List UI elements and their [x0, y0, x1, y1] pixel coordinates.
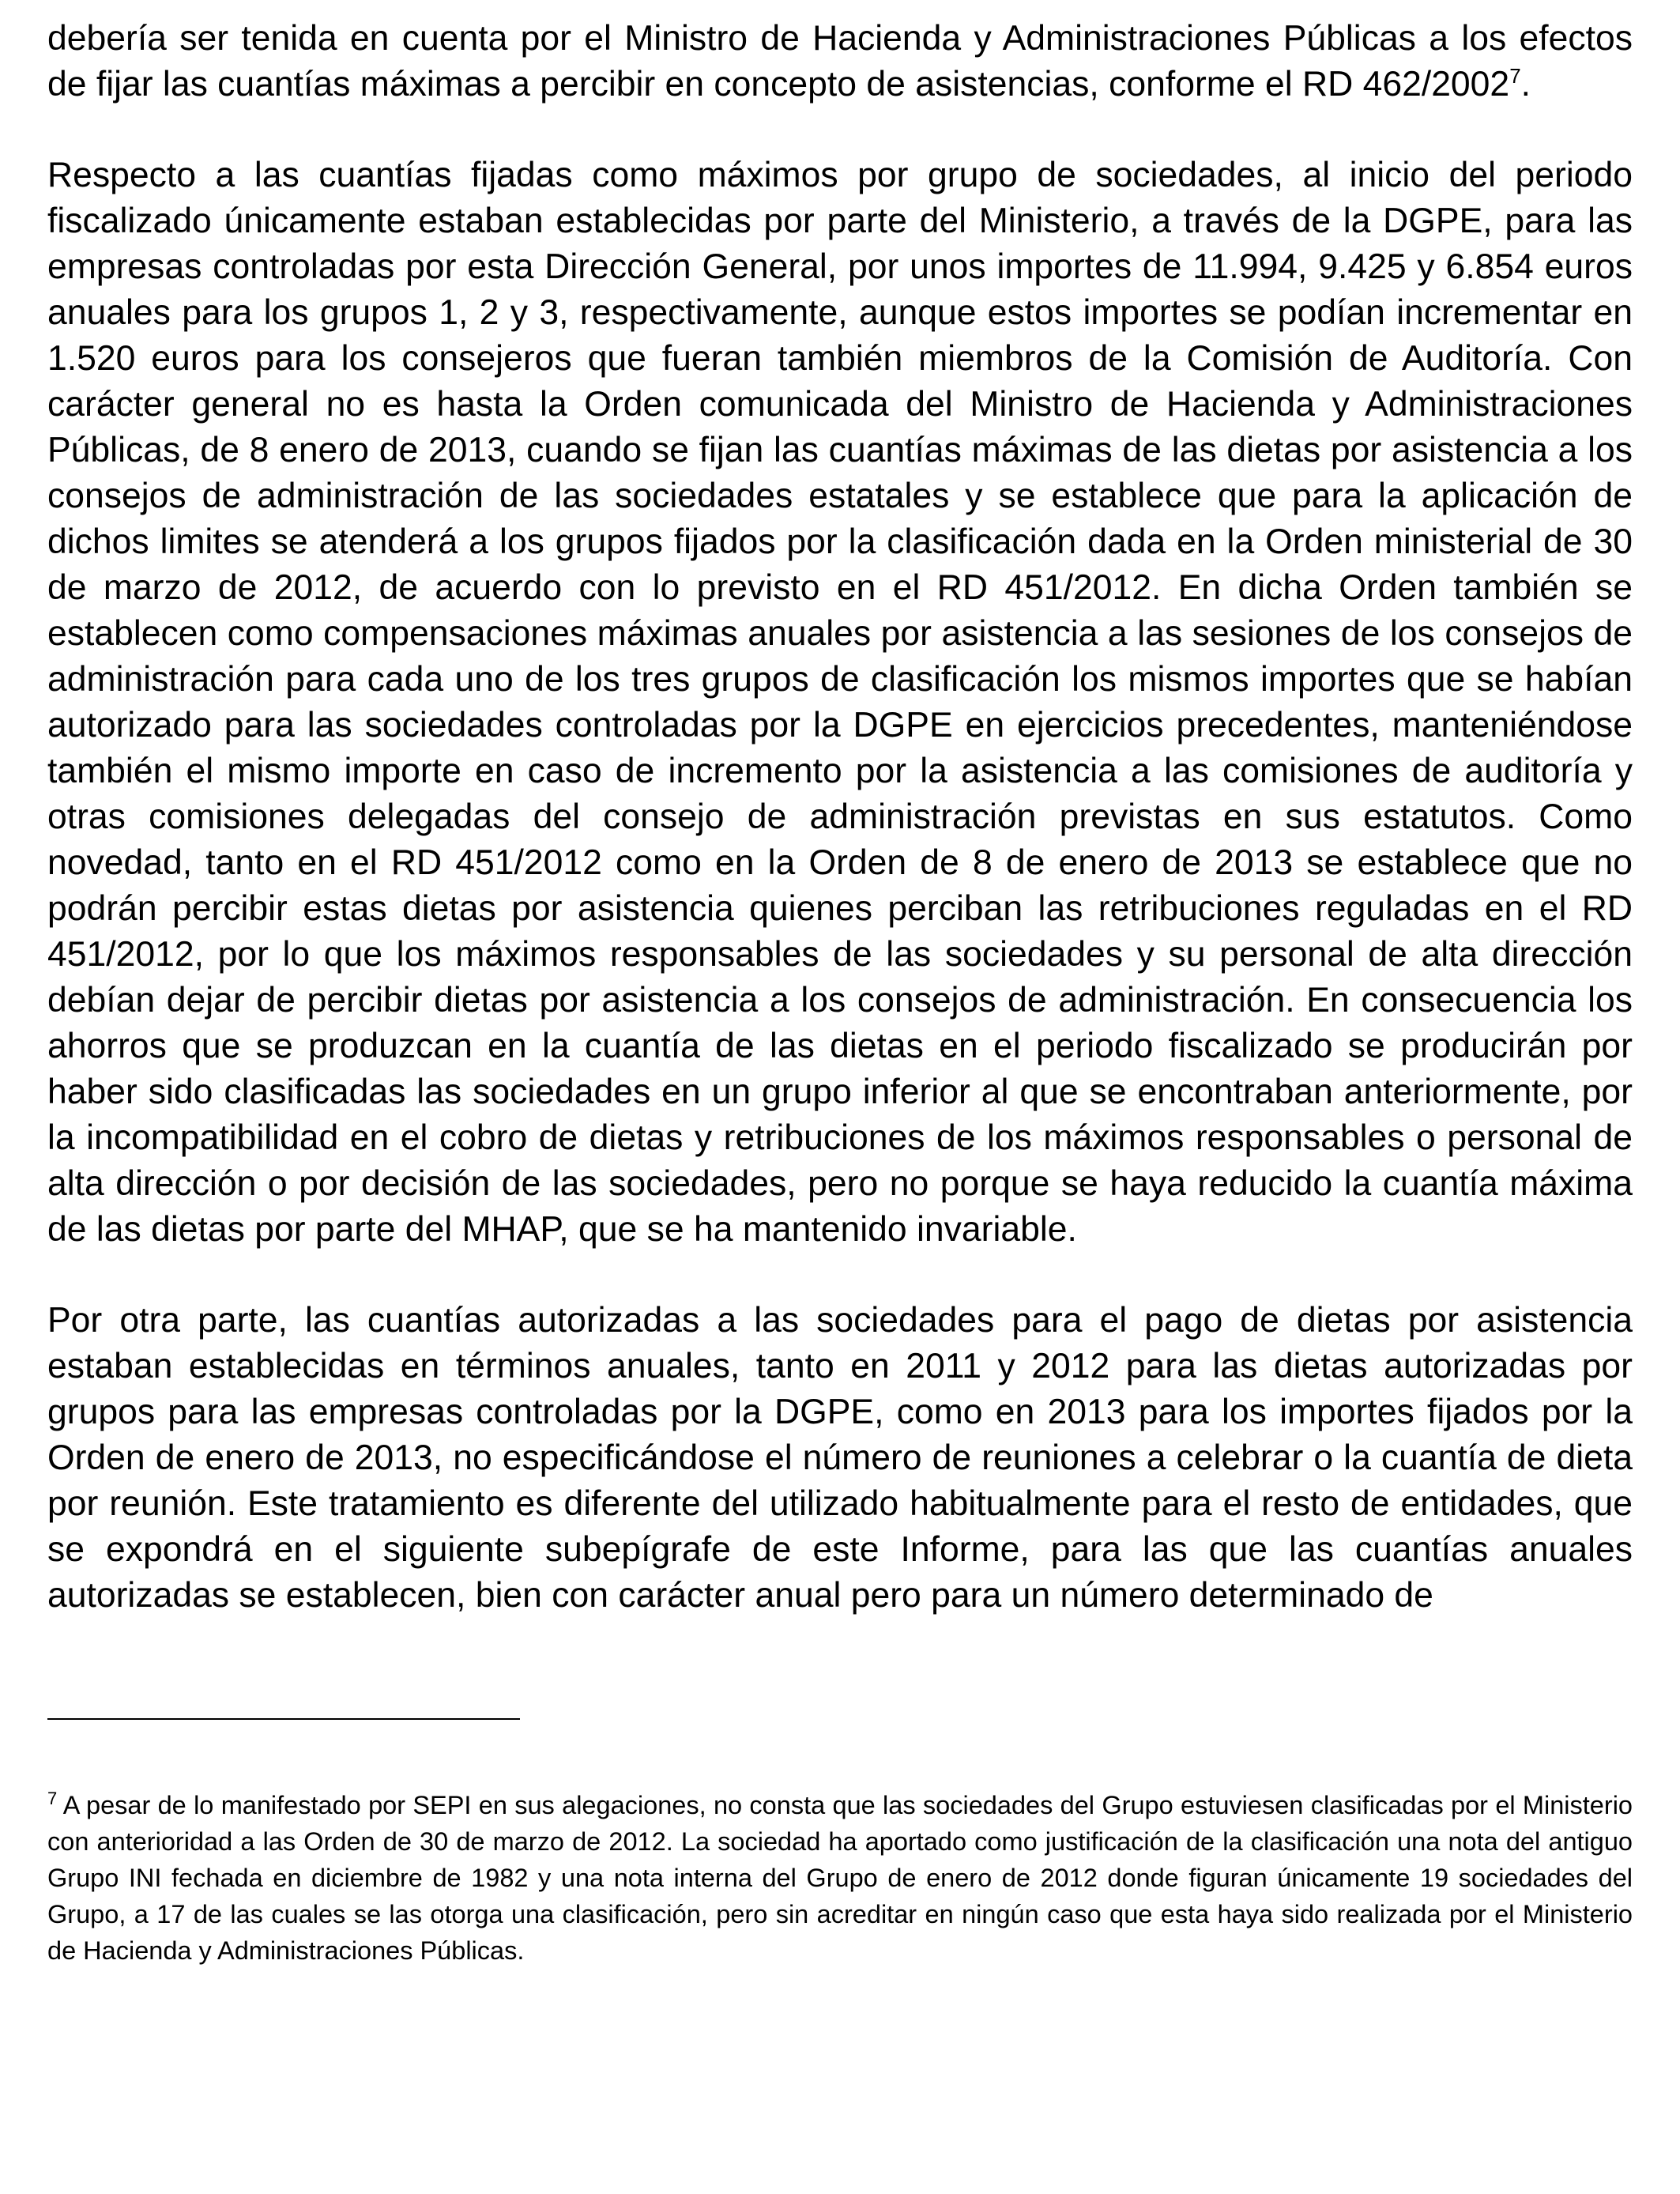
paragraph-1-end: .	[1520, 65, 1531, 104]
footnote-separator	[47, 1718, 520, 1720]
paragraph-3: Por otra parte, las cuantías autorizadas a las sociedades para el pago de dietas por asistencia estaban establecidas en términos anuales, tanto en 2011 y 2012 para las dietas autorizadas por grupos para las empresas controladas por la DGPE, como en 2013 para los importes fijados por la Orden de enero de 2013, no especificándose el número de reuniones a celebrar o la cuantía de dieta por reunión. Este tratamiento es diferente del utilizado habitualmente para el resto de entidades, que se expondrá en el siguiente subepígrafe de este Informe, para las que las cuantías anuales autorizadas se establecen, bien con carácter anual pero para un número determinado de	[47, 1301, 1633, 1615]
paragraph-2: Respecto a las cuantías fijadas como máximos por grupo de sociedades, al inicio del periodo fiscalizado únicamente estaban establecidas por parte del Ministerio, a través de la DGPE, para las empresas controladas por esta Dirección General, por unos importes de 11.994, 9.425 y 6.854 euros anuales para los grupos 1, 2 y 3, respectivamente, aunque estos importes se podían incrementar en 1.520 euros para los consejeros que fueran también miembros de la Comisión de Auditoría. Con carácter general no es hasta la Orden comunicada del Ministro de Hacienda y Administraciones Públicas, de 8 enero de 2013, cuando se fijan las cuantías máximas de las dietas por asistencia a los consejos de administración de las sociedades estatales y se establece que para la aplicación de dichos limites se atenderá a los grupos fijados por la clasificación dada en la Orden ministerial de 30 de marzo de 2012, de acuerdo con lo previsto en el RD 451/2012. En dicha Orden también se establecen como compensaciones máximas anuales por asistencia a las sesiones de los consejos de administración para cada uno de los tres grupos de clasificación los mismos importes que se habían autorizado para las sociedades controladas por la DGPE en ejercicios precedentes, manteniéndose también el mismo importe en caso de incremento por la asistencia a las comisiones de auditoría y otras comisiones delegadas del consejo de administración previstas en sus estatutos. Como novedad, tanto en el RD 451/2012 como en la Orden de 8 de enero de 2013 se establece que no podrán percibir estas dietas por asistencia quienes perciban las retribuciones reguladas en el RD 451/2012, por lo que los máximos responsables de las sociedades y su personal de alta dirección debían dejar de percibir dietas por asistencia a los consejos de administración. En consecuencia los ahorros que se produzcan en la cuantía de las dietas en el periodo fiscalizado se producirán por haber sido clasificadas las sociedades en un grupo inferior al que se encontraban anteriormente, por la incompatibilidad en el cobro de dietas y retribuciones de los máximos responsables o personal de alta dirección o por decisión de las sociedades, pero no porque se haya reducido la cuantía máxima de las dietas por parte del MHAP, que se ha mantenido invariable.	[47, 156, 1633, 1249]
paragraph-1	[47, 16, 1633, 107]
footnote-text: A pesar de lo manifestado por SEPI en sus alegaciones, no consta que las sociedades del Grupo estuviesen clasificadas por el Ministerio con anterioridad a las Orden de 30 de marzo de 2012. La sociedad ha aportado como justificación de la clasificación una nota del antiguo Grupo INI fechada en diciembre de 1982 y una nota interna del Grupo de enero de 2012 donde figuran únicamente 19 sociedades del Grupo, a 17 de las cuales se las otorga una clasificación, pero sin acreditar en ningún caso que esta haya sido realizada por el Ministerio de Hacienda y Administraciones Públicas.	[47, 1791, 1633, 1965]
footnote-number: 7	[47, 1789, 58, 1809]
paragraph-1-text: debería ser tenida en cuenta por el Ministro de Hacienda y Administraciones Públicas a los efectos de fijar las cuantías máximas a percibir en concepto de asistencias, conforme el RD 462/2002	[47, 19, 1633, 104]
footnote-reference: 7	[1509, 64, 1521, 89]
document-body	[47, 16, 1633, 1619]
footnote	[47, 1787, 1633, 1969]
